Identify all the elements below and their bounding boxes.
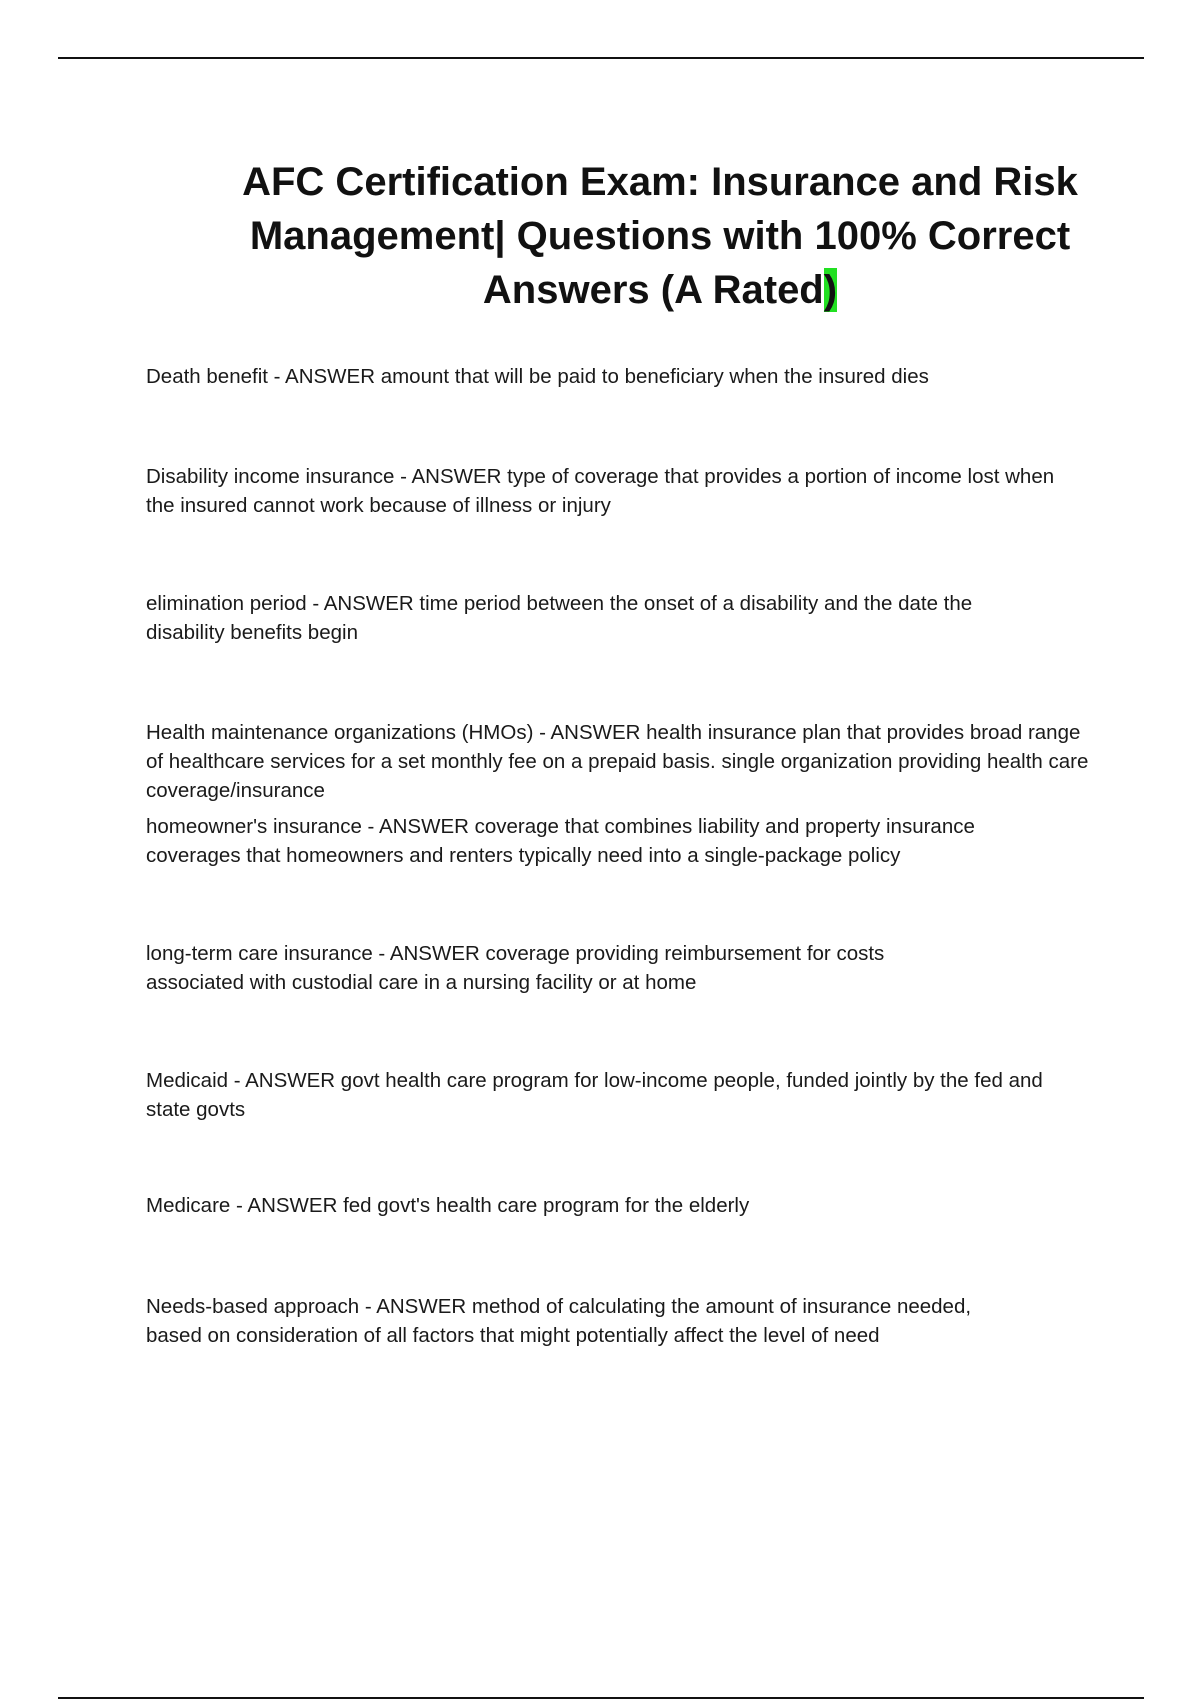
qa-entry-homeowners-insurance: homeowner's insurance - ANSWER coverage that combines liability and property insurance coverages that homeowners and renters typically need into a single-package policy — [146, 815, 975, 867]
qa-entry-medicare: Medicare - ANSWER fed govt's health care program for the elderly — [146, 1194, 750, 1217]
qa-entry-disability-income-insurance: Disability income insurance - ANSWER type of coverage that provides a portion of income lost when the insured cannot work because of illness or injury — [146, 465, 1055, 517]
qa-entry-needs-based-approach: Needs-based approach - ANSWER method of calculating the amount of insurance needed, based on consideration of all factors that might potentially affect the level of need — [146, 1295, 972, 1347]
document-title — [240, 155, 1080, 317]
qa-entry-long-term-care-insurance: long-term care insurance - ANSWER coverage providing reimbursement for costs associated with custodial care in a nursing facility or at home — [146, 942, 885, 994]
bottom-rule — [58, 1697, 1144, 1699]
qa-entry-death-benefit: Death benefit - ANSWER amount that will be paid to beneficiary when the insured dies — [146, 365, 929, 388]
title-text: AFC Certification Exam: Insurance and Risk Management| Questions with 100% Correct Answers (A Rated — [242, 160, 1078, 312]
title-highlighted-paren: ) — [823, 268, 838, 312]
qa-entry-medicaid: Medicaid - ANSWER govt health care program for low-income people, funded jointly by the fed and state govts — [146, 1069, 1043, 1121]
qa-entry-hmos: Health maintenance organizations (HMOs) - ANSWER health insurance plan that provides broad range of healthcare services for a set monthly fee on a prepaid basis. single organization providing health care coverage/insurance — [146, 721, 1089, 802]
top-rule — [58, 57, 1144, 59]
qa-entry-elimination-period: elimination period - ANSWER time period between the onset of a disability and the date the disability benefits begin — [146, 592, 973, 644]
